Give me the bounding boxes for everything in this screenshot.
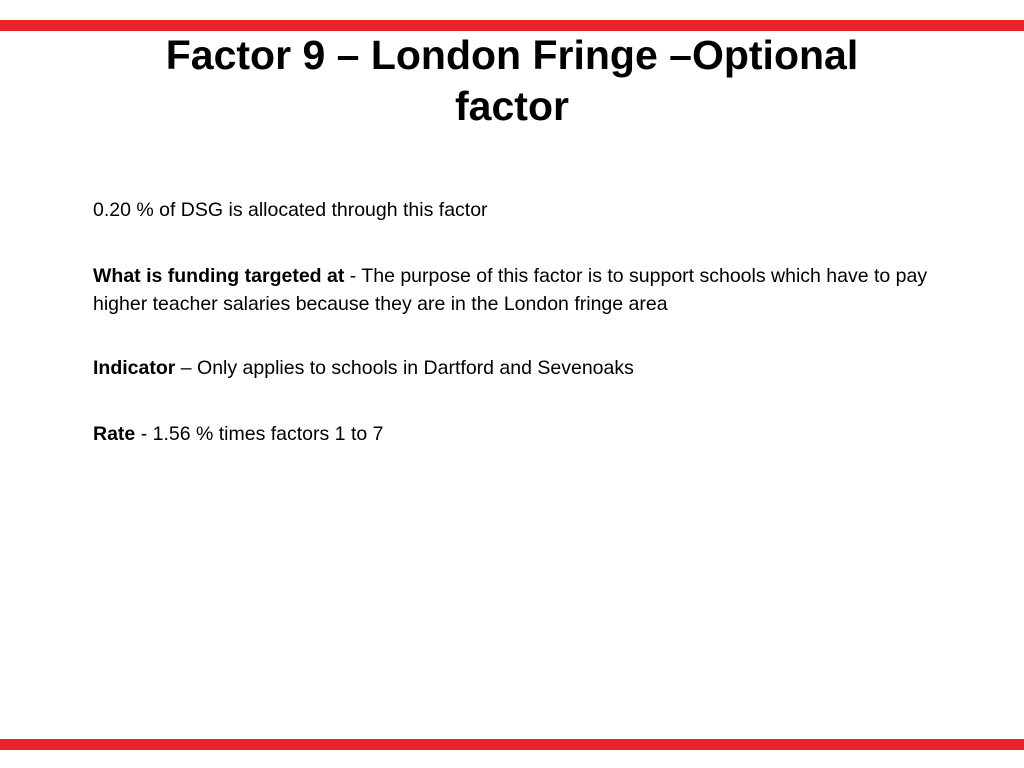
funding-label: What is funding targeted at <box>93 265 345 287</box>
slide-title-line-2: factor <box>455 83 569 129</box>
indicator-label: Indicator <box>93 357 176 379</box>
bottom-accent-bar <box>0 739 1024 750</box>
slide-title <box>0 30 1024 132</box>
rate-paragraph <box>93 420 973 448</box>
funding-text: - The purpose of this factor is to support schools which have to pay higher teacher salaries because they are in the London fringe area <box>93 265 928 315</box>
allocation-text: 0.20 % of DSG is allocated through this factor <box>93 199 488 221</box>
indicator-text: – Only applies to schools in Dartford and Sevenoaks <box>175 357 634 379</box>
funding-paragraph <box>93 262 973 318</box>
indicator-paragraph <box>93 354 973 382</box>
rate-text: - 1.56 % times factors 1 to 7 <box>135 423 384 445</box>
slide-title-line-1: Factor 9 – London Fringe –Optional <box>165 32 859 78</box>
rate-label: Rate <box>93 423 136 445</box>
allocation-paragraph <box>93 196 973 224</box>
